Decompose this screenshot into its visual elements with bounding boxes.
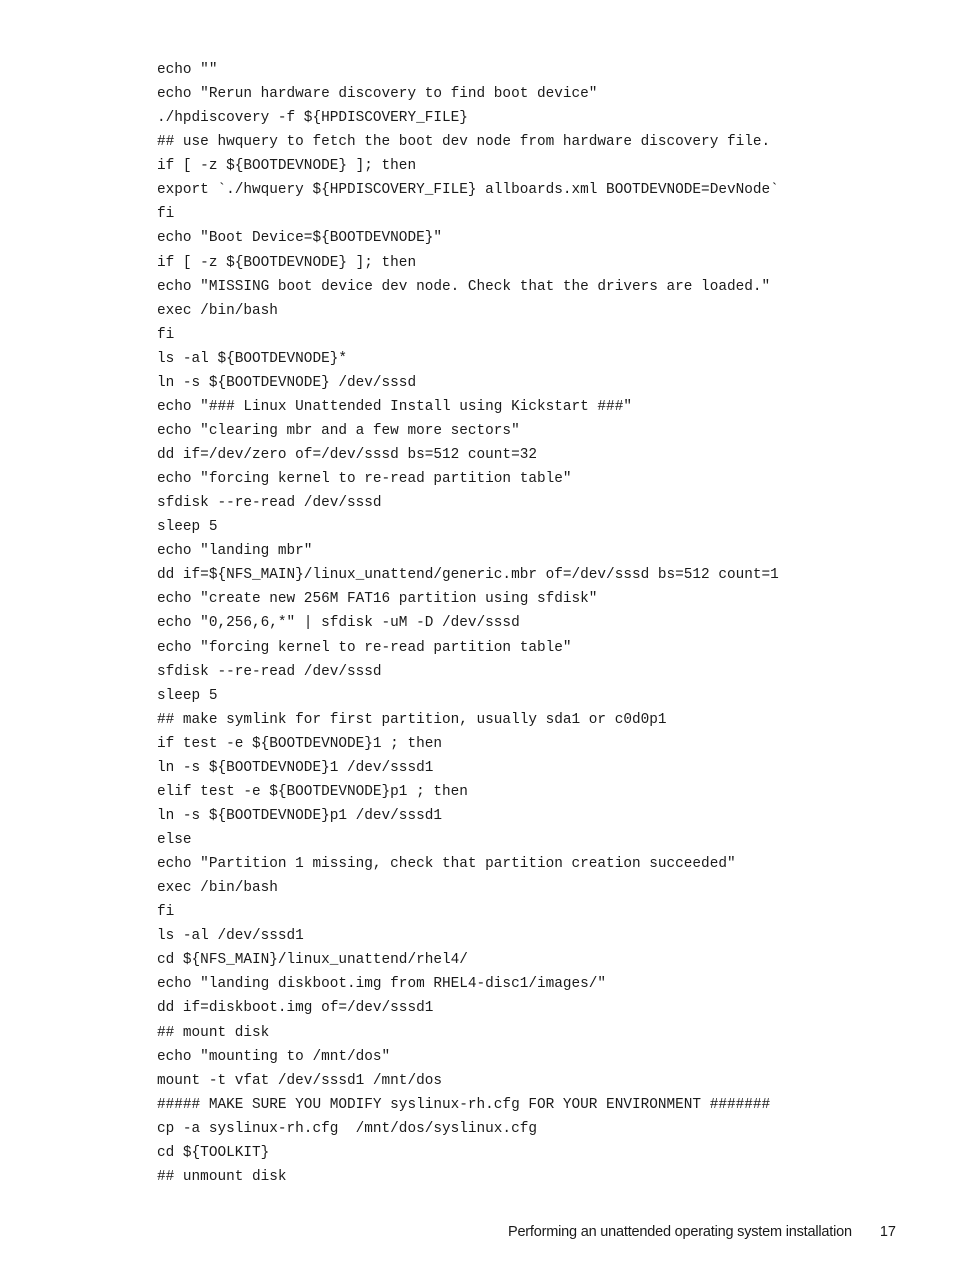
code-line: cp -a syslinux-rh.cfg /mnt/dos/syslinux.cfg [157, 1120, 537, 1137]
code-line: exec /bin/bash [157, 880, 278, 897]
code-line: echo "forcing kernel to re-read partition table" [157, 639, 572, 656]
code-line: sleep 5 [157, 519, 218, 536]
code-line: echo "Rerun hardware discovery to find boot device" [157, 86, 598, 103]
code-line: echo "create new 256M FAT16 partition using sfdisk" [157, 591, 598, 608]
code-line: exec /bin/bash [157, 302, 278, 319]
code-line: ## make symlink for first partition, usually sda1 or c0d0p1 [157, 711, 667, 728]
code-line: ./hpdiscovery -f ${HPDISCOVERY_FILE} [157, 110, 468, 127]
code-line: mount -t vfat /dev/sssd1 /mnt/dos [157, 1072, 442, 1089]
code-line: echo "forcing kernel to re-read partition table" [157, 471, 572, 488]
page-footer [508, 1220, 896, 1244]
code-line: fi [157, 206, 175, 223]
code-line: sleep 5 [157, 687, 218, 704]
code-line: echo "landing mbr" [157, 543, 313, 560]
code-line: sfdisk --re-read /dev/sssd [157, 495, 382, 512]
code-line: ## use hwquery to fetch the boot dev node from hardware discovery file. [157, 134, 771, 151]
code-line: dd if=diskboot.img of=/dev/sssd1 [157, 1000, 434, 1017]
code-listing [157, 58, 779, 1189]
code-line: ## mount disk [157, 1024, 270, 1041]
code-line: echo "MISSING boot device dev node. Check that the drivers are loaded." [157, 278, 771, 295]
code-line: else [157, 832, 192, 848]
code-line: ## unmount disk [157, 1168, 287, 1185]
code-line: ls -al ${BOOTDEVNODE}* [157, 350, 347, 367]
code-line: if test -e ${BOOTDEVNODE}1 ; then [157, 735, 442, 752]
code-line: cd ${NFS_MAIN}/linux_unattend/rhel4/ [157, 952, 468, 969]
code-line: echo "clearing mbr and a few more sectors" [157, 422, 520, 439]
code-line: echo "### Linux Unattended Install using Kickstart ###" [157, 398, 632, 415]
code-line: export `./hwquery ${HPDISCOVERY_FILE} allboards.xml BOOTDEVNODE=DevNode` [157, 182, 779, 199]
page-number: 17 [879, 1224, 896, 1240]
code-line: echo "" [157, 62, 218, 78]
code-line: cd ${TOOLKIT} [157, 1144, 270, 1161]
footer-title: Performing an unattended operating system installation [507, 1224, 852, 1240]
code-line: echo "0,256,6,*" | sfdisk -uM -D /dev/sssd [157, 615, 520, 632]
code-line: dd if=${NFS_MAIN}/linux_unattend/generic.mbr of=/dev/sssd bs=512 count=1 [157, 567, 779, 584]
code-line: ln -s ${BOOTDEVNODE}1 /dev/sssd1 [157, 759, 434, 776]
code-line: fi [157, 904, 175, 921]
code-line: echo "Partition 1 missing, check that partition creation succeeded" [157, 856, 736, 873]
code-line: echo "landing diskboot.img from RHEL4-disc1/images/" [157, 976, 607, 993]
code-line: fi [157, 326, 175, 343]
code-line: ln -s ${BOOTDEVNODE} /dev/sssd [157, 374, 417, 391]
code-line: dd if=/dev/zero of=/dev/sssd bs=512 count=32 [157, 447, 537, 463]
code-line: sfdisk --re-read /dev/sssd [157, 663, 382, 680]
code-line: if [ -z ${BOOTDEVNODE} ]; then [157, 254, 417, 271]
code-line: echo "Boot Device=${BOOTDEVNODE}" [157, 230, 442, 247]
code-line: ##### MAKE SURE YOU MODIFY syslinux-rh.cfg FOR YOUR ENVIRONMENT ####### [157, 1096, 771, 1113]
code-line: echo "mounting to /mnt/dos" [157, 1048, 391, 1065]
code-line: ls -al /dev/sssd1 [157, 928, 304, 945]
code-line: elif test -e ${BOOTDEVNODE}p1 ; then [157, 783, 468, 800]
code-line: ln -s ${BOOTDEVNODE}p1 /dev/sssd1 [157, 807, 442, 824]
code-line: if [ -z ${BOOTDEVNODE} ]; then [157, 158, 417, 175]
